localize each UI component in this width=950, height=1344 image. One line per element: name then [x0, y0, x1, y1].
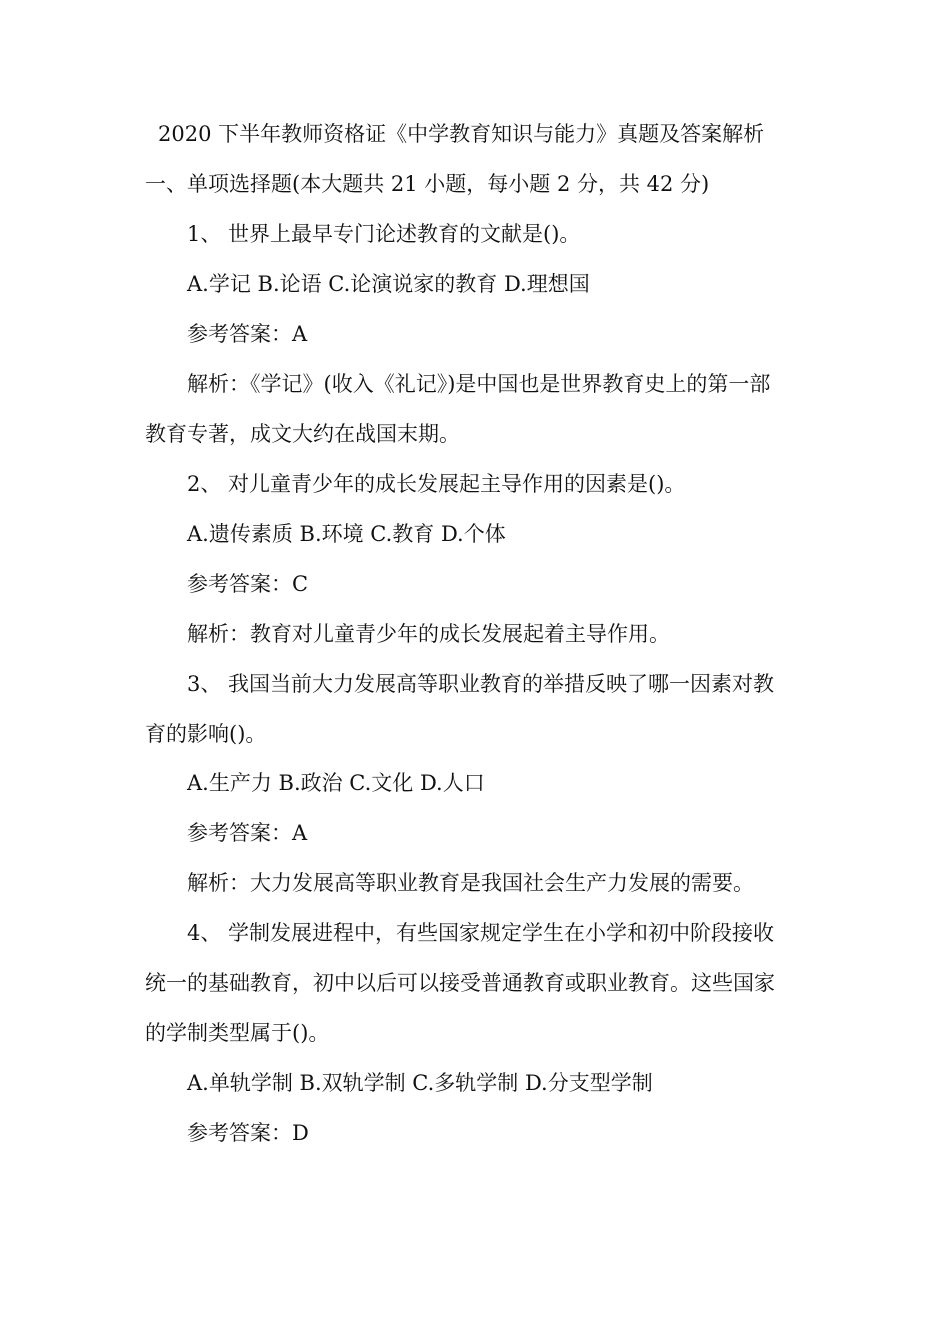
question-1-options: A.学记 B.论语 C.论演说家的教育 D.理想国 — [187, 272, 590, 296]
document-title: 2020 下半年教师资格证《中学教育知识与能力》真题及答案解析 — [158, 122, 765, 146]
question-3-analysis: 解析：大力发展高等职业教育是我国社会生产力发展的需要。 — [187, 871, 754, 895]
question-2-text: 2、 对儿童青少年的成长发展起主导作用的因素是()。 — [187, 472, 686, 496]
question-4-text-cont2: 的学制类型属于()。 — [145, 1021, 330, 1045]
question-1-analysis-cont: 教育专著，成文大约在战国末期。 — [145, 422, 460, 446]
question-1-analysis: 解析：《学记》(收入《礼记》)是中国也是世界教育史上的第一部 — [187, 372, 771, 396]
question-2-options: A.遗传素质 B.环境 C.教育 D.个体 — [187, 522, 506, 546]
question-3-answer: 参考答案：A — [187, 821, 308, 845]
question-4-text-cont: 统一的基础教育，初中以后可以接受普通教育或职业教育。这些国家 — [145, 971, 775, 995]
question-3-options: A.生产力 B.政治 C.文化 D.人口 — [187, 771, 485, 795]
question-4-text: 4、 学制发展进程中，有些国家规定学生在小学和初中阶段接收 — [187, 921, 775, 945]
question-1-answer: 参考答案：A — [187, 322, 308, 346]
question-3-text: 3、 我国当前大力发展高等职业教育的举措反映了哪一因素对教 — [187, 672, 775, 696]
section-heading: 一、单项选择题(本大题共 21 小题，每小题 2 分，共 42 分) — [145, 172, 710, 196]
question-2-analysis: 解析：教育对儿童青少年的成长发展起着主导作用。 — [187, 622, 670, 646]
question-4-options: A.单轨学制 B.双轨学制 C.多轨学制 D.分支型学制 — [187, 1071, 653, 1095]
question-4-answer: 参考答案：D — [187, 1121, 309, 1145]
question-3-text-cont: 育的影响()。 — [145, 722, 267, 746]
question-2-answer: 参考答案：C — [187, 572, 309, 596]
question-1-text: 1、 世界上最早专门论述教育的文献是()。 — [187, 222, 581, 246]
